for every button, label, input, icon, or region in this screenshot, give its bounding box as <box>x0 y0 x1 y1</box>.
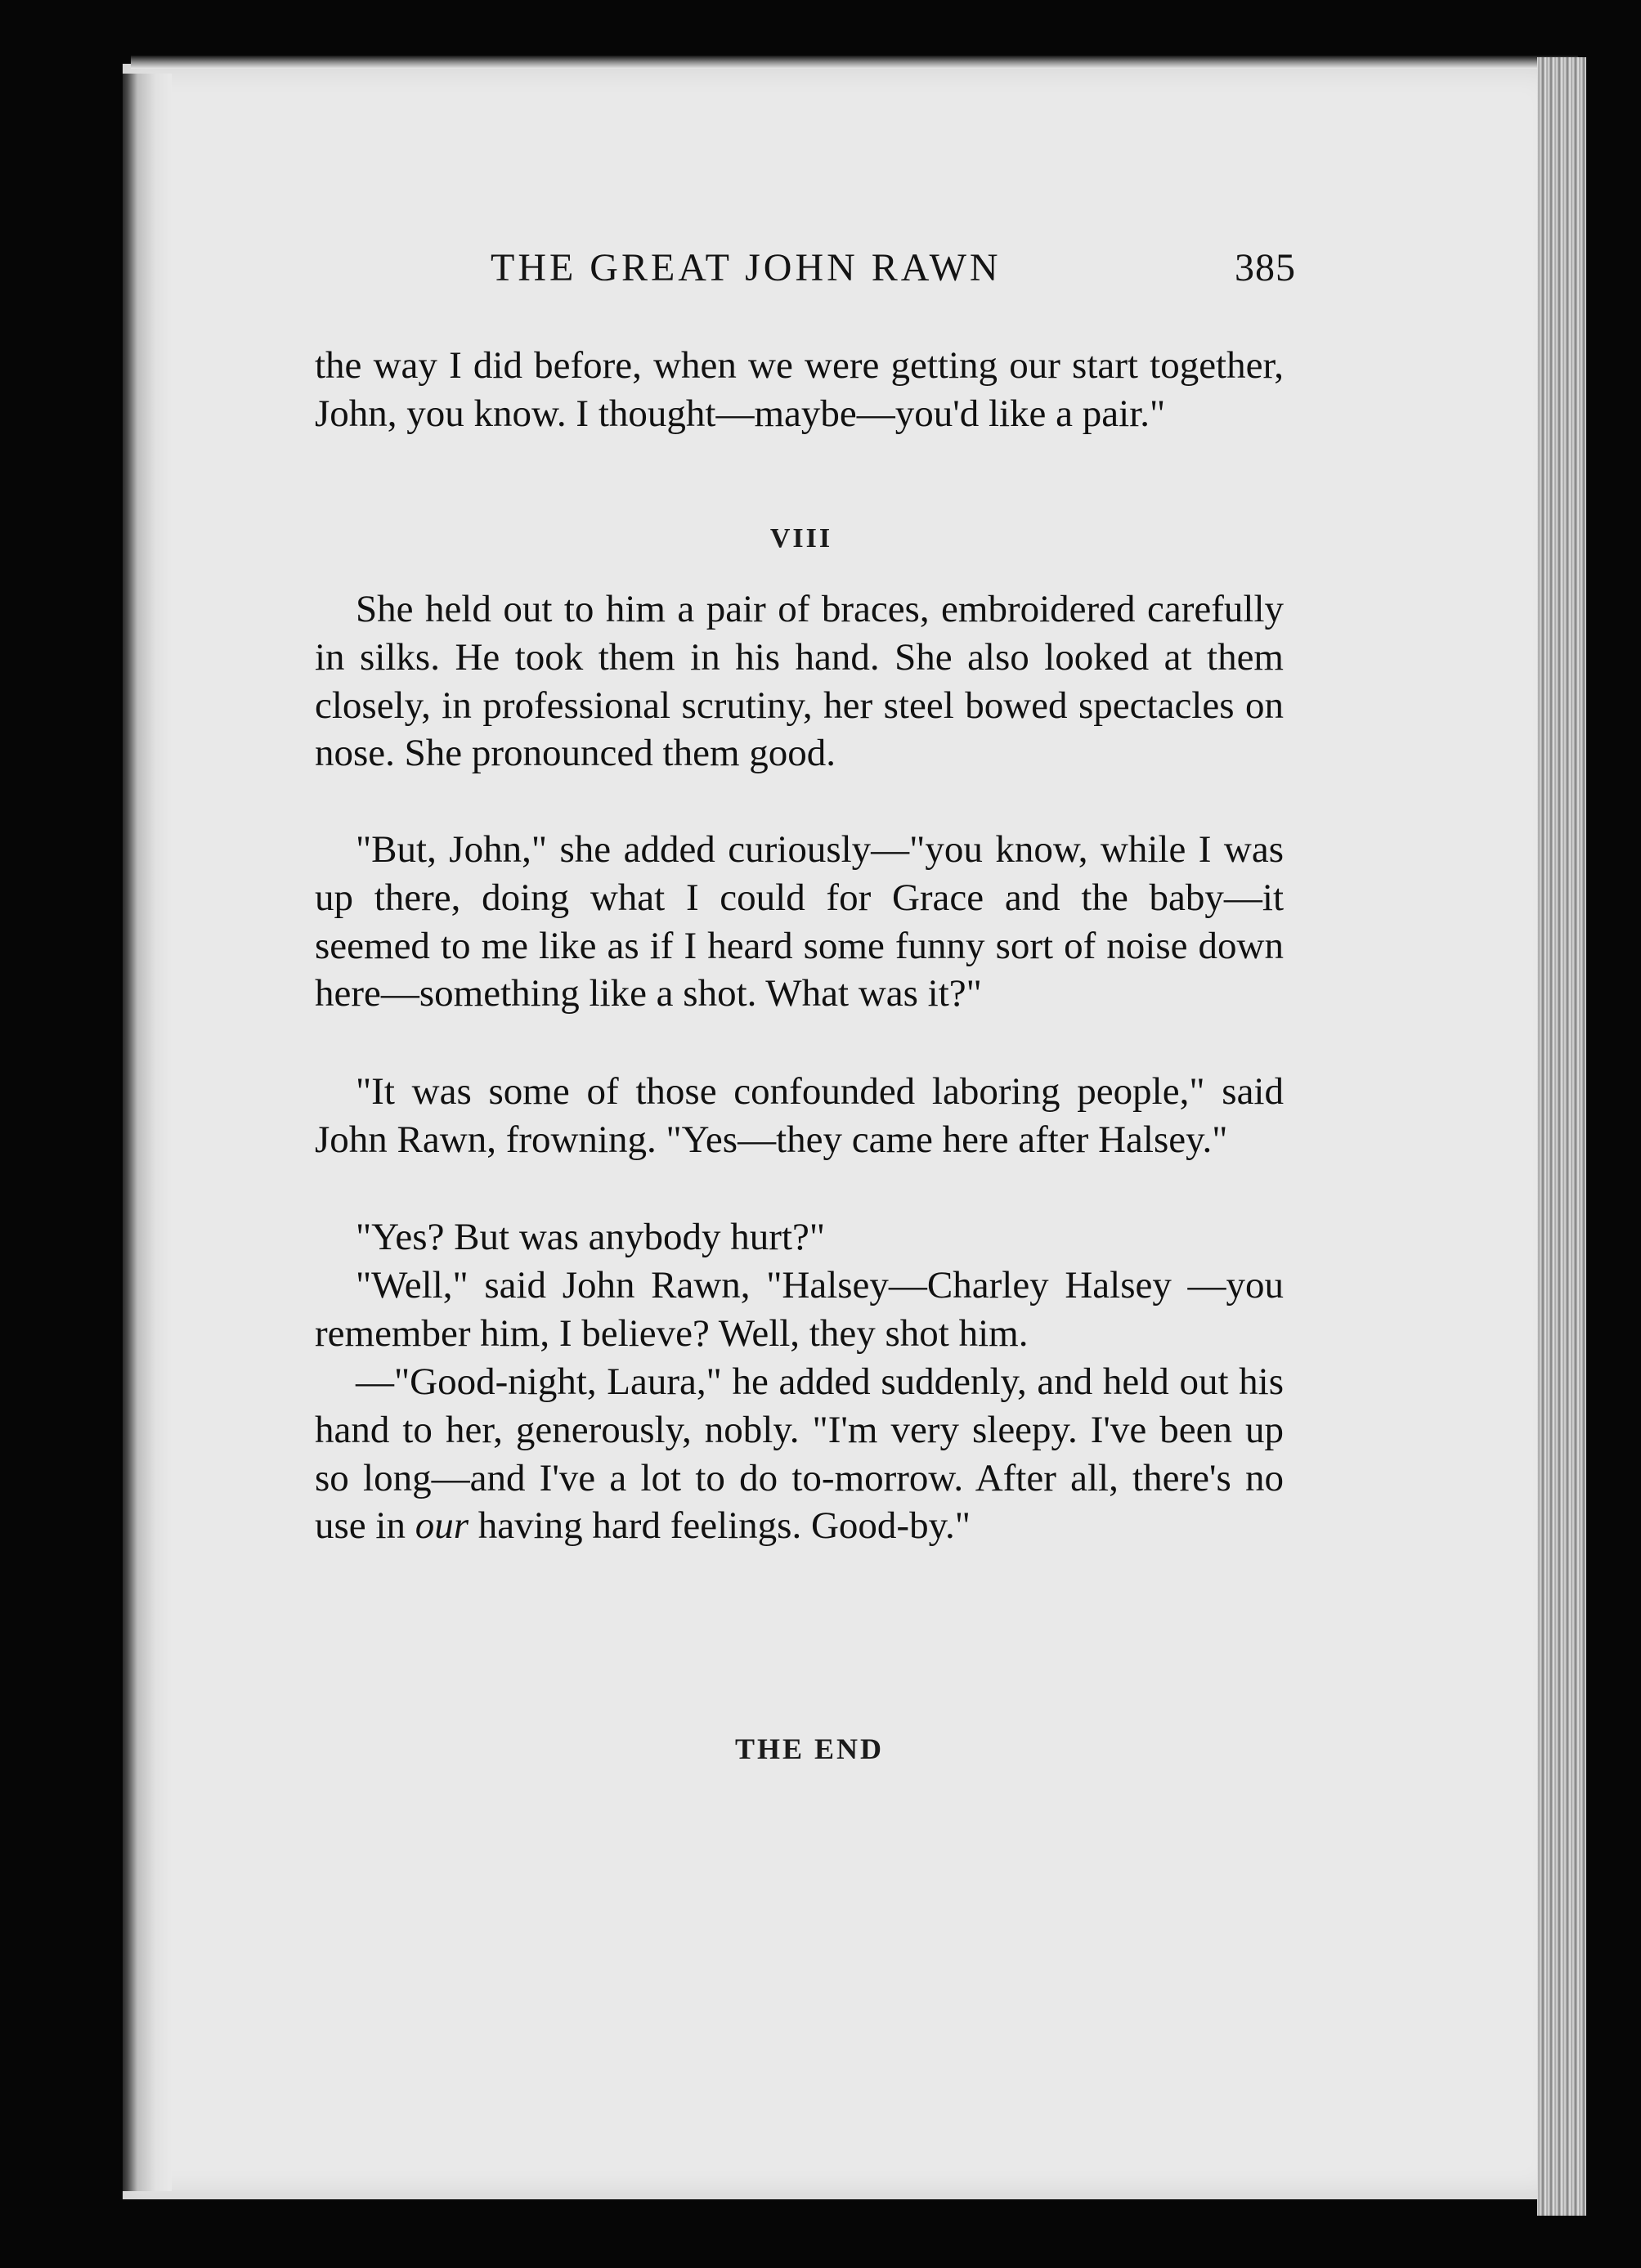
paragraph <box>315 585 1284 778</box>
paragraph <box>315 1358 1284 1550</box>
paragraph-text: having hard feelings. Good-by." <box>478 1504 971 1548</box>
paragraph-text: —"Good-night, Laura," he added suddenly, and held out his hand to her, generously, nobly. "I'm very sleepy. I've been up so long—and I've a lot to do to-morrow. After all, there's no use in <box>315 1360 1284 1548</box>
page-number: 385 <box>1235 246 1296 289</box>
paragraph <box>315 826 1284 1018</box>
page-gutter <box>123 74 172 2191</box>
paragraph-text: "But, John," she added curiously—"you know, while I was up there, doing what I could for Grace and the baby—it seemed to me like as if I heard some funny sort of noise down here—something like a shot. What was it?" <box>315 828 1284 1015</box>
running-head <box>491 245 1296 303</box>
page-top-edge <box>131 56 1578 69</box>
section-number: VIII <box>769 523 833 554</box>
page-fore-edge <box>1537 57 1586 2216</box>
paragraph <box>315 1068 1284 1164</box>
paragraph-text: "Yes? But was anybody hurt?" <box>356 1216 826 1258</box>
paragraph-text: "Well," said John Rawn, "Halsey—Charley Halsey —you remember him, I believe? Well, they shot him. <box>315 1264 1284 1355</box>
paragraph-text: She held out to him a pair of braces, embroidered carefully in silks. He took them in his hand. She also looked at them closely, in professional scrutiny, her steel bowed spectacles on nose. She pronounced them good. <box>315 588 1284 775</box>
running-title: THE GREAT JOHN RAWN <box>491 246 1002 289</box>
the-end-label: THE END <box>734 1732 885 1765</box>
paragraph-continuation: the way I did before, when we were getting our start together, John, you know. I thought—maybe—you'd like a pair." <box>315 344 1284 435</box>
emphasis-word: our <box>415 1504 469 1548</box>
paragraph-text: "It was some of those confounded laboring people," said John Rawn, frowning. "Yes—they came here after Halsey." <box>315 1070 1284 1161</box>
paragraph <box>315 1262 1284 1358</box>
paragraph <box>315 1213 1284 1262</box>
